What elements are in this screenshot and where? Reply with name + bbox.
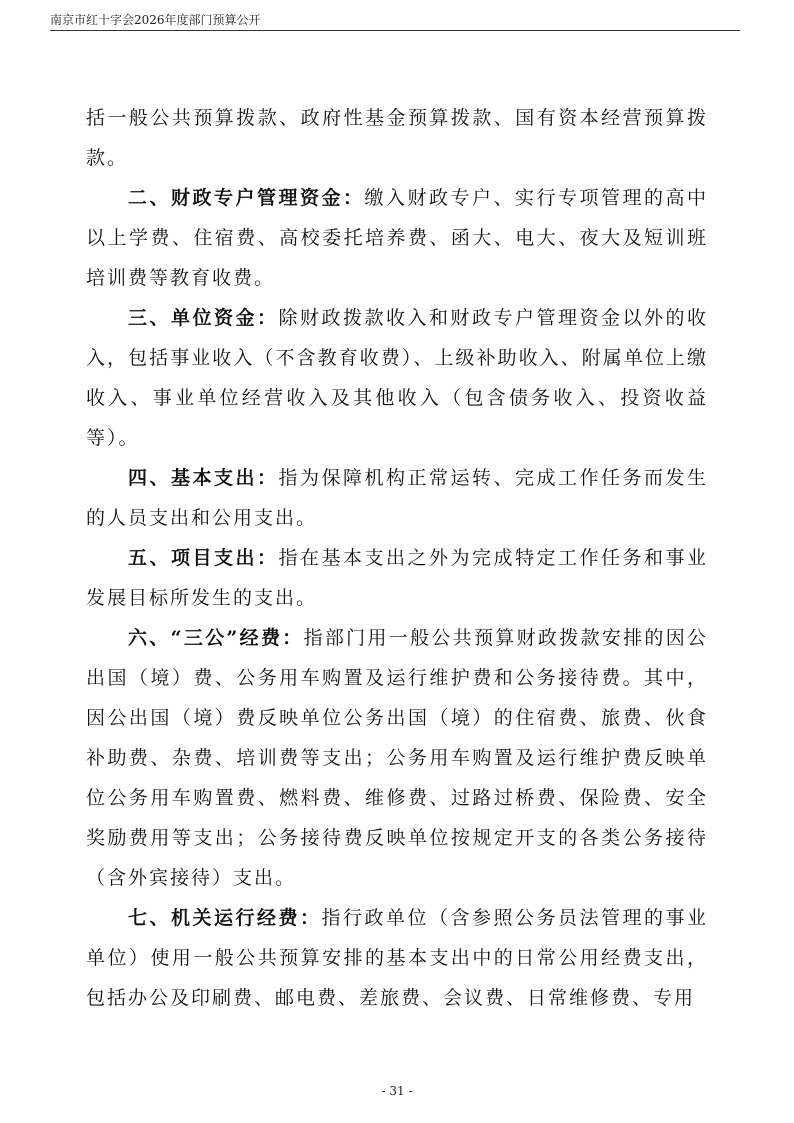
term-label: 四、基本支出： — [128, 467, 279, 489]
term-label: 五、项目支出： — [128, 547, 279, 569]
document-body — [86, 98, 708, 1018]
paragraph-text: 指在基本支出之外为完成特定工作任务和事业发展目标所发生的支出。 — [86, 547, 708, 609]
paragraph-6 — [86, 618, 708, 898]
page-header — [50, 10, 740, 31]
term-label: 二、财政专户管理资金： — [128, 187, 365, 209]
paragraph-text: 除财政拨款收入和财政专户管理资金以外的收入，包括事业收入（不含教育收费）、上级补助收入、附属单位上缴收入、事业单位经营收入及其他收入（包含债务收入、投资收益等）。 — [86, 307, 708, 449]
paragraph-text: 缴入财政专户、实行专项管理的高中以上学费、住宿费、高校委托培养费、函大、电大、夜大及短训班培训费等教育收费。 — [86, 187, 708, 289]
paragraph-text: 指行政单位（含参照公务员法管理的事业单位）使用一般公共预算安排的基本支出中的日常公用经费支出，包括办公及印刷费、邮电费、差旅费、会议费、日常维修费、专用 — [86, 907, 708, 1009]
paragraph-text: 指部门用一般公共预算财政拨款安排的因公出国（境）费、公务用车购置及运行维护费和公务接待费。其中，因公出国（境）费反映单位公务出国（境）的住宿费、旅费、伙食补助费、杂费、培训费等支出；公务用车购置及运行维护费反映单位公务用车购置费、燃料费、维修费、过路过桥费、保险费、安全奖励费用等支出；公务接待费反映单位按规定开支的各类公务接待（含外宾接待）支出。 — [86, 627, 708, 889]
page-number: - 31 - — [381, 1084, 413, 1098]
header-title: 南京市红十字会2026年度部门预算公开 — [50, 13, 261, 27]
paragraph-4 — [86, 458, 708, 538]
paragraph-text: 括一般公共预算拨款、政府性基金预算拨款、国有资本经营预算拨款。 — [86, 107, 708, 169]
paragraph-5 — [86, 538, 708, 618]
paragraph-3 — [86, 298, 708, 458]
paragraph-1 — [86, 98, 708, 178]
term-label: 六、“三公”经费： — [128, 627, 304, 649]
term-label: 三、单位资金： — [128, 307, 279, 329]
paragraph-7 — [86, 898, 708, 1018]
term-label: 七、机关运行经费： — [128, 907, 322, 929]
paragraph-2 — [86, 178, 708, 298]
paragraph-text: 指为保障机构正常运转、完成工作任务而发生的人员支出和公用支出。 — [86, 467, 708, 529]
